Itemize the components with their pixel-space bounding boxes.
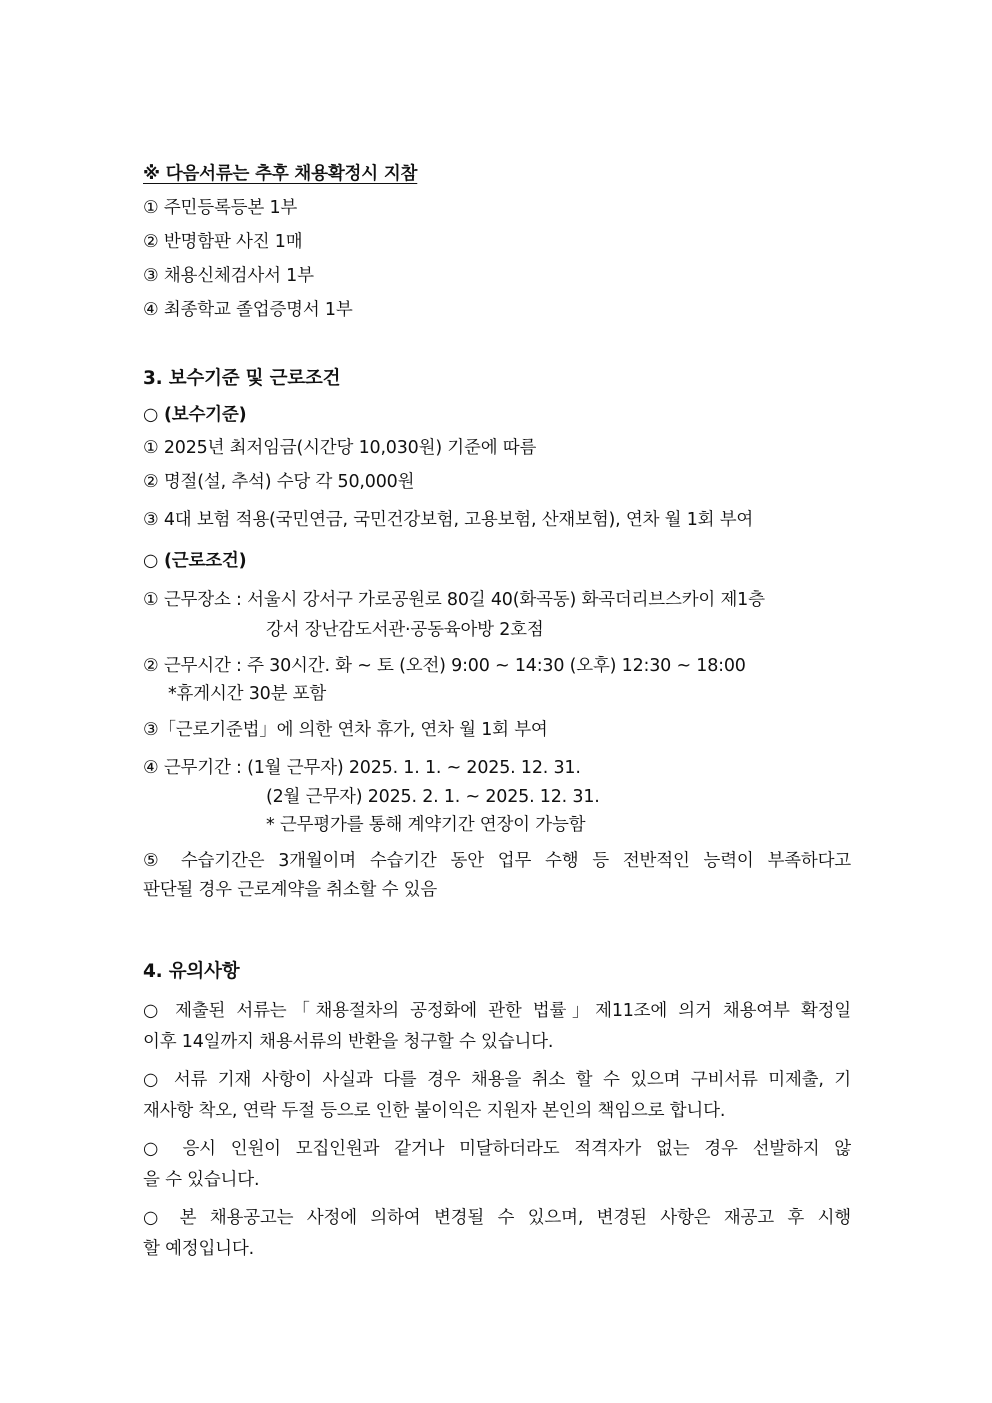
pay-item-3: ③ 4대 보험 적용(국민연금, 국민건강보험, 고용보험, 산재보험), 연차 월 1회 부여 bbox=[143, 510, 754, 530]
work-period-line-2: (2월 근무자) 2025. 2. 1. ~ 2025. 12. 31. bbox=[266, 787, 600, 807]
work-place-line-2: 강서 장난감도서관·공동육아방 2호점 bbox=[266, 620, 544, 640]
work-hours-line-2: *휴게시간 30분 포함 bbox=[168, 684, 327, 704]
work-period-line-3: * 근무평가를 통해 계약기간 연장이 가능함 bbox=[266, 815, 586, 835]
note-3-line-1: ○ 응시 인원이 모집인원과 같거나 미달하더라도 적격자가 없는 경우 선발하지 않 bbox=[143, 1139, 851, 1159]
note-1-line-2: 이후 14일까지 채용서류의 반환을 청구할 수 있습니다. bbox=[143, 1032, 554, 1052]
section4-title: 4. 유의사항 bbox=[143, 961, 240, 982]
probation-line-1: ⑤ 수습기간은 3개월이며 수습기간 동안 업무 수행 등 전반적인 능력이 부족하다고 bbox=[143, 851, 851, 871]
note-1-line-1: ○ 제출된 서류는「채용절차의 공정화에 관한 법률」제11조에 의거 채용여부 확정일 bbox=[143, 1001, 851, 1021]
documents-item-2: ② 반명함판 사진 1매 bbox=[143, 232, 303, 252]
section3-title: 3. 보수기준 및 근로조건 bbox=[143, 368, 341, 389]
work-period-line-1: ④ 근무기간 : (1월 근무자) 2025. 1. 1. ~ 2025. 12. 31. bbox=[143, 758, 581, 778]
note-2-line-2: 재사항 착오, 연락 두절 등으로 인한 불이익은 지원자 본인의 책임으로 합니다. bbox=[143, 1101, 726, 1121]
documents-item-3: ③ 채용신체검사서 1부 bbox=[143, 266, 314, 286]
documents-note-heading: ※ 다음서류는 추후 채용확정시 지참 bbox=[143, 164, 418, 184]
documents-item-4: ④ 최종학교 졸업증명서 1부 bbox=[143, 300, 353, 320]
probation-line-2: 판단될 경우 근로계약을 취소할 수 있음 bbox=[143, 880, 438, 900]
documents-item-1: ① 주민등록등본 1부 bbox=[143, 198, 298, 218]
pay-heading: ○ (보수기준) bbox=[143, 405, 247, 425]
note-3-line-2: 을 수 있습니다. bbox=[143, 1170, 260, 1190]
work-hours-line-1: ② 근무시간 : 주 30시간. 화 ~ 토 (오전) 9:00 ~ 14:30 (오후) 12:30 ~ 18:00 bbox=[143, 656, 746, 676]
pay-item-1: ① 2025년 최저임금(시간당 10,030원) 기준에 따름 bbox=[143, 438, 537, 458]
work-place-line-1: ① 근무장소 : 서울시 강서구 가로공원로 80길 40(화곡동) 화곡더리브스카이 제1층 bbox=[143, 590, 765, 610]
note-4-line-1: ○ 본 채용공고는 사정에 의하여 변경될 수 있으며, 변경된 사항은 재공고 후 시행 bbox=[143, 1208, 851, 1228]
work-leave-line: ③「근로기준법」에 의한 연차 휴가, 연차 월 1회 부여 bbox=[143, 720, 548, 740]
note-4-line-2: 할 예정입니다. bbox=[143, 1239, 254, 1259]
pay-item-2: ② 명절(설, 추석) 수당 각 50,000원 bbox=[143, 472, 415, 492]
work-heading: ○ (근로조건) bbox=[143, 551, 247, 571]
note-2-line-1: ○ 서류 기재 사항이 사실과 다를 경우 채용을 취소 할 수 있으며 구비서류 미제출, 기 bbox=[143, 1070, 851, 1090]
